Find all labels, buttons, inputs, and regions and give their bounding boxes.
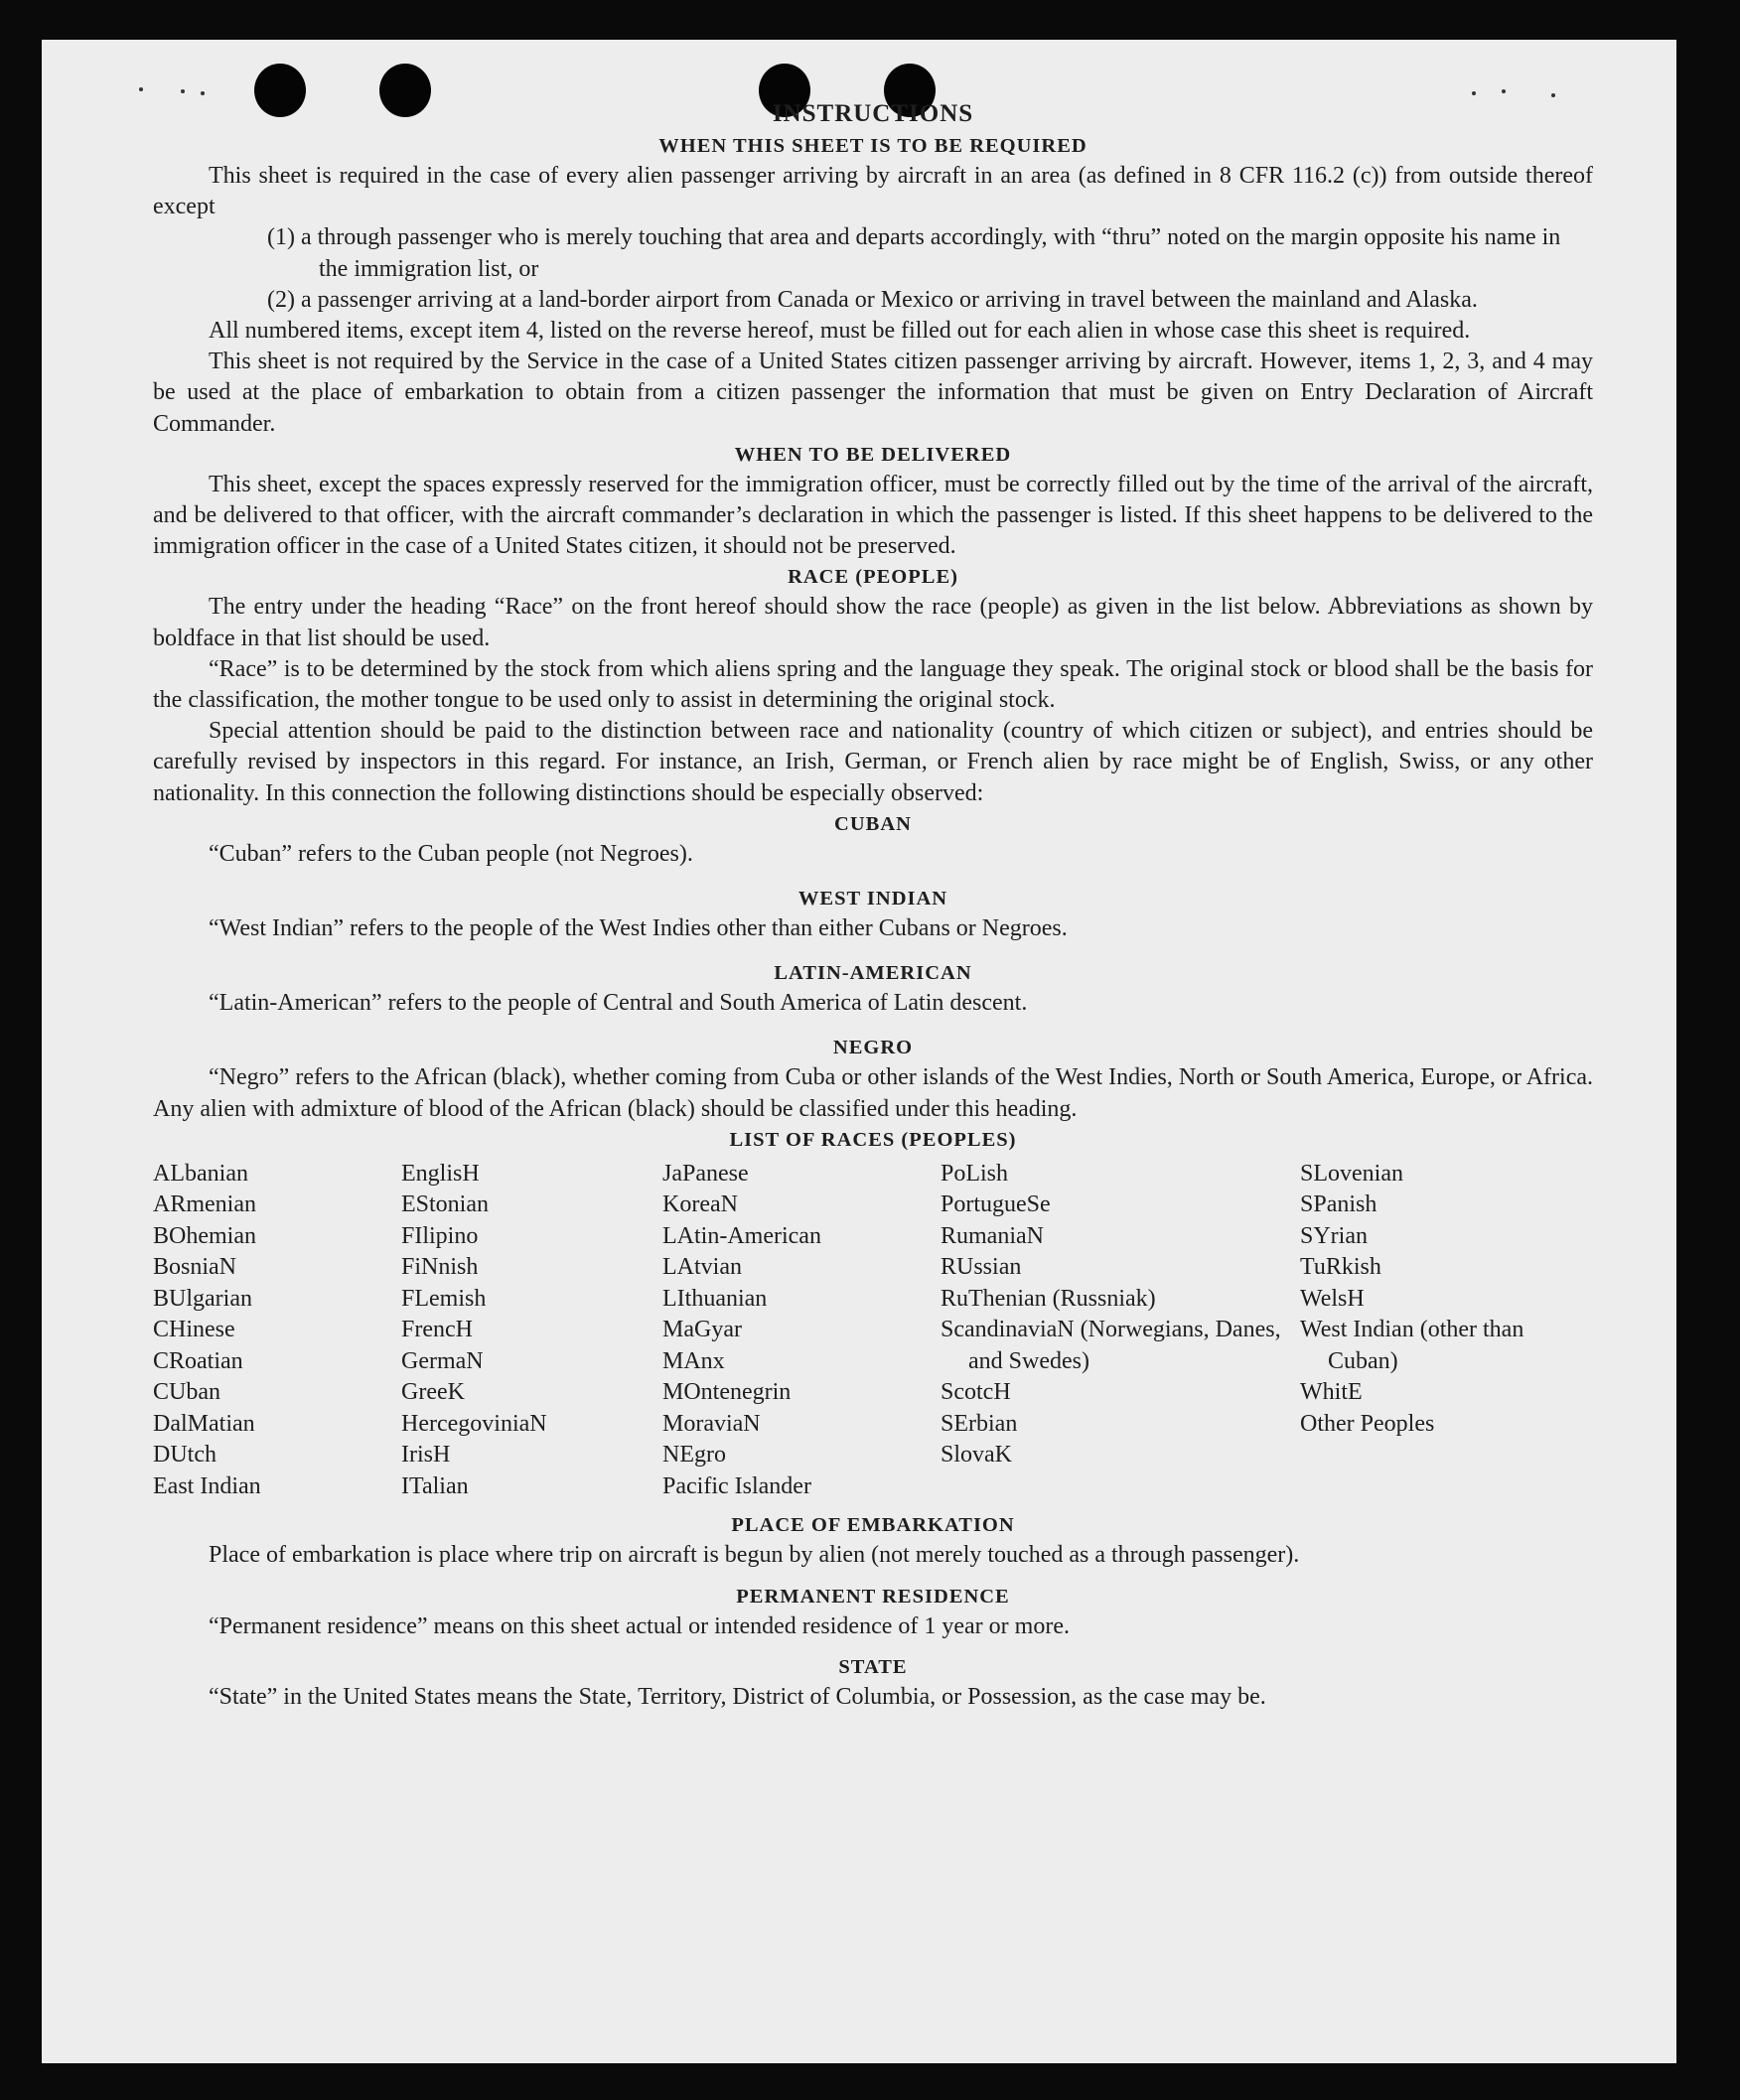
paragraph: “State” in the United States means the State, Territory, District of Columbia, or Possession, as the case may be. [209,1683,1266,1710]
section-heading-race: RACE (PEOPLE) [788,566,958,589]
race-item: PortugueSe [941,1191,1051,1218]
race-item: FrencH [401,1317,473,1343]
section-heading-required: WHEN THIS SHEET IS TO BE REQUIRED [658,135,1088,157]
paragraph: The entry under the heading “Race” on the front hereof should show the race (people) as given in the list below. Abbreviations as shown by boldface in that list should be used. [153,594,1593,651]
paragraph: “Cuban” refers to the Cuban people (not Negroes). [209,840,693,867]
race-item: CUban [153,1379,220,1406]
section-heading-list-of-races: LIST OF RACES (PEOPLES) [729,1128,1017,1151]
race-item: ALbanian [153,1160,248,1187]
race-item: SPanish [1300,1191,1378,1218]
race-column-5 [1300,1159,1568,1503]
section-heading-embarkation: PLACE OF EMBARKATION [731,1514,1015,1537]
paragraph: This sheet is required in the case of every alien passenger arriving by aircraft in an area (as defined in 8 CFR 116.2 (c)) from outside thereof except [153,163,1593,220]
paragraph: “Permanent residence” means on this sheet actual or intended residence of 1 year or more. [209,1612,1070,1639]
section-heading-state: STATE [838,1655,908,1678]
speck [1502,89,1506,93]
race-item: ScotcH [941,1379,1011,1406]
paragraph: “Race” is to be determined by the stock from which aliens spring and the language they speak. The original stock or blood shall be the basis for the classification, the mother tongue to be used only to assist in determining the original stock. [153,655,1593,714]
section-heading-delivered: WHEN TO BE DELIVERED [734,443,1012,466]
speck [201,91,205,95]
race-item: Other Peoples [1300,1410,1435,1437]
race-item: MoraviaN [662,1410,761,1437]
paragraph: “Negro” refers to the African (black), whether coming from Cuba or other islands of the West Indies, North or South America, Europe, or Africa. Any alien with admixture of blood of the African (black) should be classified under this heading. [153,1064,1593,1122]
section-heading-cuban: CUBAN [834,812,912,835]
race-item: MAnx [662,1347,725,1374]
race-item: BOhemian [153,1222,256,1249]
section-heading-latin-american: LATIN-AMERICAN [774,962,972,985]
race-item: SLovenian [1300,1160,1403,1187]
race-item: ARmenian [153,1191,256,1218]
section-heading-west-indian: WEST INDIAN [798,888,948,910]
numbered-item-2: (2) a passenger arriving at a land-border airport from Canada or Mexico or arriving in travel between the mainland and Alaska. [267,286,1478,313]
race-item: RumaniaN [941,1222,1044,1249]
race-item: GreeK [401,1379,465,1406]
section-heading-permanent-residence: PERMANENT RESIDENCE [736,1585,1010,1608]
speck [1472,91,1476,95]
race-item: KoreaN [662,1191,738,1218]
race-item: GermaN [401,1347,484,1374]
race-item: WhitE [1300,1379,1363,1406]
race-item: RUssian [941,1254,1022,1281]
document-page [42,40,1676,2063]
race-item: FLemish [401,1285,487,1312]
race-item: MaGyar [662,1317,742,1343]
race-item: SErbian [941,1410,1018,1437]
race-item: LAtvian [662,1254,742,1281]
paragraph: “Latin-American” refers to the people of Central and South America of Latin descent. [209,990,1028,1017]
race-item: BosniaN [153,1254,236,1281]
paragraph: Special attention should be paid to the distinction between race and nationality (country of which citizen or subject), and entries should be carefully revised by inspectors in this regard. For instance, an Irish, German, or French alien by race might be of English, Swiss, or any other nationality. In this connection the following distinctions should be especially observed: [153,718,1593,806]
race-item: IrisH [401,1442,451,1469]
race-column-3 [662,1159,941,1503]
race-item: PoLish [941,1160,1009,1187]
speck [181,89,185,93]
race-item: EStonian [401,1191,489,1218]
race-item: EnglisH [401,1160,480,1187]
race-item: BUlgarian [153,1285,252,1312]
race-item: WelsH [1300,1285,1365,1312]
section-heading-negro: NEGRO [832,1037,914,1059]
race-item: SYrian [1300,1222,1368,1249]
document-body [153,97,1593,1713]
race-column-2 [401,1159,662,1503]
race-item: FIlipino [401,1222,479,1249]
page-title: INSTRUCTIONS [772,100,974,127]
race-item: FiNnish [401,1254,479,1281]
race-item: SlovaK [941,1442,1012,1469]
paragraph: This sheet is not required by the Service in the case of a United States citizen passenger arriving by aircraft. However, items 1, 2, 3, and 4 may be used at the place of embarkation to obtain from a citizen passenger the information that must be given on Entry Declaration of Aircraft Commander. [153,349,1593,437]
race-item: RuThenian (Russniak) [941,1285,1156,1312]
race-item: LAtin-American [662,1222,821,1249]
race-item: NEgro [662,1442,726,1469]
speck [139,87,143,91]
paragraph: “West Indian” refers to the people of the West Indies other than either Cubans or Negroes. [209,915,1068,942]
race-item: ScandinaviaN (Norwegians, Danes, and Swedes) [941,1317,1281,1374]
race-item: DalMatian [153,1410,255,1437]
race-item: TuRkish [1300,1254,1381,1281]
race-item: JaPanese [662,1160,749,1187]
paragraph: Place of embarkation is place where trip on aircraft is begun by alien (not merely touched as a through passenger). [209,1542,1300,1569]
numbered-item-1: (1) a through passenger who is merely touching that area and departs accordingly, with “thru” noted on the margin opposite his name in the immigration list, or [267,224,1561,282]
race-item: DUtch [153,1442,217,1469]
race-column-1 [153,1159,401,1503]
race-item: Pacific Islander [662,1472,811,1499]
race-item: MOntenegrin [662,1379,792,1406]
race-item: ITalian [401,1472,469,1499]
race-item: West Indian (other than Cuban) [1300,1317,1524,1374]
race-item: East Indian [153,1472,261,1499]
race-item: LIthuanian [662,1285,768,1312]
paragraph: All numbered items, except item 4, listed on the reverse hereof, must be filled out for each alien in whose case this sheet is required. [209,318,1471,345]
race-item: HercegoviniaN [401,1410,547,1437]
race-item: CRoatian [153,1347,243,1374]
paragraph: This sheet, except the spaces expressly reserved for the immigration officer, must be correctly filled out by the time of the arrival of the aircraft, and be delivered to that officer, with the aircraft commander’s declaration in which the passenger is listed. If this sheet happens to be delivered to the immigration officer in the case of a United States citizen, it should not be preserved. [153,471,1593,560]
race-item: CHinese [153,1317,235,1343]
race-list [153,1159,1593,1503]
race-column-4 [941,1159,1300,1503]
